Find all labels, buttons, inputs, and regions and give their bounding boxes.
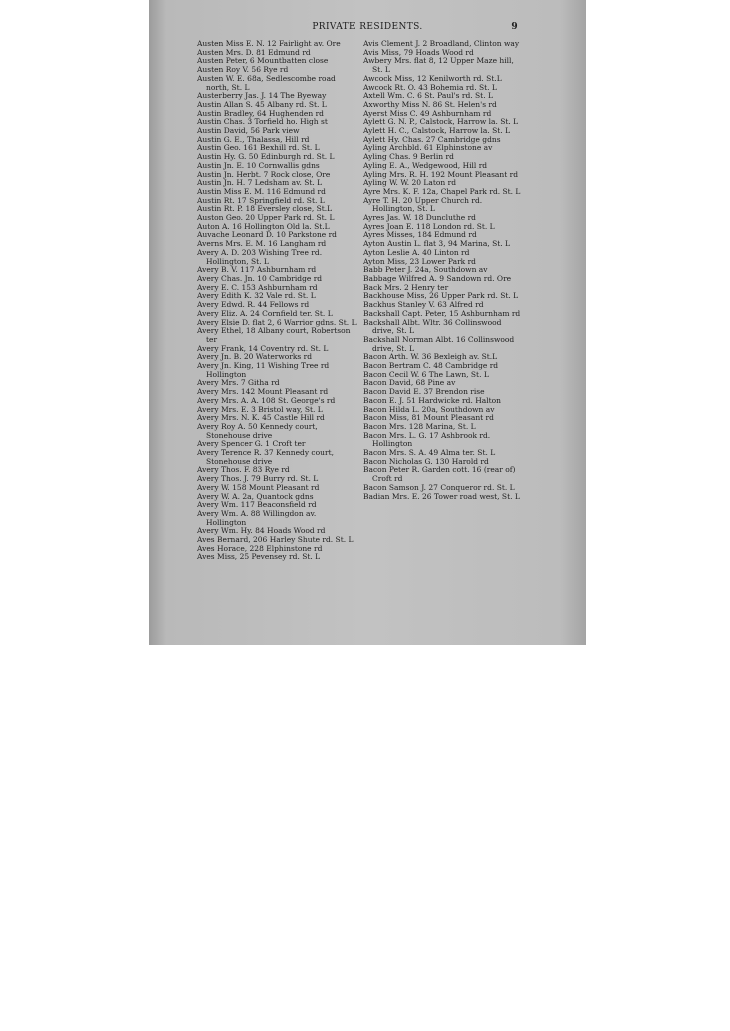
directory-entry: Austin David, 56 Park view xyxy=(197,126,300,136)
directory-entry: Ayling E. A., Wedgewood, Hill rd xyxy=(363,160,488,170)
directory-entry: Avery Mrs. E. 3 Bristol way, St. L xyxy=(197,404,323,414)
directory-entry: Austin Rt. P. 18 Eversley close, St.L xyxy=(197,204,333,214)
directory-entry: Austen Mrs. D. 81 Edmund rd xyxy=(197,47,311,57)
directory-entry: Austin Miss E. M. 116 Edmund rd xyxy=(197,186,326,196)
directory-entry: Avery Edwd. R. 44 Fellows rd xyxy=(197,300,310,310)
directory-entry: Bacon Peter R. Garden cott. 16 (rear of) Croft rd xyxy=(363,465,516,484)
directory-entry: Avery Elsie D. flat 2, 6 Warrior gdns. St. L xyxy=(197,317,357,327)
directory-entry: Austin Jn. Herbt. 7 Rock close, Ore xyxy=(197,169,331,179)
directory-entry: Avery W. 158 Mount Pleasant rd xyxy=(197,482,320,492)
directory-entry: Avis Miss, 79 Hoads Wood rd xyxy=(363,47,474,57)
directory-entry: Awbery Mrs. flat 8, 12 Upper Maze hill, St. L xyxy=(363,56,514,75)
directory-entry: Austen W. E. 68a, Sedlescombe road north, St. L xyxy=(197,73,336,92)
directory-entry: Avery Terence R. 37 Kennedy court, Stonehouse drive xyxy=(197,448,334,466)
directory-entry: Avery Mrs. A. A. 108 St. George's rd xyxy=(197,395,336,405)
directory-entry: Austin Allan S. 45 Albany rd. St. L xyxy=(197,99,327,109)
directory-entry: Ayre Mrs. K. F. 12a, Chapel Park rd. St. L xyxy=(363,186,521,196)
directory-entry: Aves Miss, 25 Pevensey rd. St. L xyxy=(197,552,321,562)
directory-entry: Bacon Arth. W. 36 Bexleigh av. St.L xyxy=(363,352,498,362)
directory-entry: Austin Bradley, 64 Hughenden rd xyxy=(197,108,324,118)
directory-entry: Badian Mrs. E. 26 Tower road west, St. L xyxy=(363,491,520,501)
directory-entry: Avery Thos. J. 79 Burry rd. St. L xyxy=(197,474,319,484)
directory-entry: Bacon Miss, 81 Mount Pleasant rd xyxy=(363,413,494,423)
page-header xyxy=(149,22,586,36)
directory-entry: Avery B. V. 117 Ashburnham rd xyxy=(197,265,317,275)
directory-entry: Ayling Chas. 9 Berlin rd xyxy=(363,152,454,162)
left-column xyxy=(197,40,357,562)
directory-entry: Bacon Mrs. 128 Marina, St. L xyxy=(363,421,476,431)
directory-entry: Bacon David, 68 Pine av xyxy=(363,378,456,388)
directory-entry: Avery Jn. King, 11 Wishing Tree rd Hollington xyxy=(197,361,330,379)
directory-entry: Bacon Mrs. L. G. 17 Ashbrook rd. Hollington xyxy=(363,430,491,449)
directory-entry: Avery Chas. Jn. 10 Cambridge rd xyxy=(197,273,323,283)
directory-entry: Backhus Stanley V. 63 Alfred rd xyxy=(363,300,484,310)
directory-entry: Aves Bernard, 206 Harley Shute rd. St. L xyxy=(197,535,354,545)
directory-entry: Avery Roy A. 50 Kennedy court, Stonehouse drive xyxy=(197,421,318,440)
directory-entry: Ayling Archbld. 61 Elphinstone av xyxy=(363,143,493,153)
directory-entry: Bacon E. J. 51 Hardwicke rd. Halton xyxy=(363,395,501,405)
directory-entry: Avery Wm. Hy. 84 Hoads Wood rd xyxy=(197,526,326,536)
directory-entry: Aylett H. C., Calstock, Harrow la. St. L xyxy=(363,126,511,136)
directory-entry: Austerberry Jas. J. 14 The Byeway xyxy=(197,91,327,101)
directory-entry: Avery Wm. A. 88 Willingdon av. Hollington xyxy=(197,508,317,527)
directory-entry: Awcock Miss, 12 Kenilworth rd. St.L xyxy=(363,73,502,83)
page-title: PRIVATE RESIDENTS. xyxy=(312,22,423,32)
directory-entry: Bacon Samson J. 27 Conqueror rd. St. L xyxy=(363,482,515,492)
directory-entry: Back Mrs. 2 Henry ter xyxy=(363,282,449,292)
directory-entry: Avery Wm. 117 Beaconsfield rd xyxy=(197,500,317,510)
directory-entry: Avery Thos. F. 83 Rye rd xyxy=(197,465,290,475)
directory-entry: Backshall Albt. Wltr. 36 Collinswood drive, St. L xyxy=(363,317,502,336)
directory-entry: Avery Frank, 14 Coventry rd. St. L xyxy=(197,343,329,353)
directory-entry: Axtell Wm. C. 6 St. Paul's rd. St. L xyxy=(363,91,493,101)
directory-entry: Austin Rt. 17 Springfield rd. St. L xyxy=(197,195,325,205)
directory-entry: Avery Eliz. A. 24 Cornfield ter. St. L xyxy=(197,308,333,318)
directory-entry: Bacon Cecil W. 6 The Lawn, St. L xyxy=(363,369,489,379)
directory-entry: Avis Clement J. 2 Broadland, Clinton way xyxy=(363,39,520,48)
directory-entry: Axworthy Miss N. 86 St. Helen's rd xyxy=(363,99,497,109)
directory-entry: Avery E. C. 153 Ashburnham rd xyxy=(197,282,318,292)
page-number: 9 xyxy=(511,22,518,32)
directory-entry: Avery Jn. B. 20 Waterworks rd xyxy=(197,352,313,362)
directory-entry: Aylett G. N. P., Calstock, Harrow la. St. L xyxy=(363,117,519,127)
directory-entry: Austen Miss E. N. 12 Fairlight av. Ore xyxy=(197,39,341,48)
directory-entry: Avery Edith K. 32 Vale rd. St. L xyxy=(197,291,316,301)
directory-entry: Avery Mrs. 142 Mount Pleasant rd xyxy=(197,387,329,397)
directory-entry: Auvache Leonard D. 10 Parkstone rd xyxy=(197,230,337,240)
directory-entry: Avery Spencer G. 1 Croft ter xyxy=(197,439,306,449)
directory-entry: Austin Geo. 161 Bexhill rd. St. L xyxy=(197,143,320,153)
directory-entry: Ayling Mrs. R. H. 192 Mount Pleasant rd xyxy=(363,169,519,179)
directory-entry: Ayton Leslie A. 40 Linton rd xyxy=(363,247,470,257)
directory-entry: Austin Hy. G. 50 Edinburgh rd. St. L xyxy=(197,152,335,162)
directory-entry: Ayres Misses, 184 Edmund rd xyxy=(363,230,477,240)
directory-entry: Babbage Wilfred A. 9 Sandown rd. Ore xyxy=(363,273,512,283)
directory-entry: Avery A. D. 203 Wishing Tree rd. Hollington, St. L xyxy=(197,247,323,266)
directory-entry: Austen Roy V. 56 Rye rd xyxy=(197,65,289,75)
directory-entry: Ayling W. W. 20 Laton rd xyxy=(363,178,457,188)
directory-entry: Babb Peter J. 24a, Southdown av xyxy=(363,265,488,275)
right-column xyxy=(363,40,523,501)
directory-entry: Austin Jn. H. 7 Ledsham av. St. L xyxy=(197,178,323,188)
directory-entry: Ayerst Miss C. 49 Ashburnham rd xyxy=(363,108,492,118)
directory-entry: Aves Horace, 228 Elphinstone rd xyxy=(197,543,323,553)
directory-entry: Auton A. 16 Hollington Old la. St.L xyxy=(197,221,330,231)
directory-entry: Austin Jn. E. 10 Cornwallis gdns xyxy=(197,160,320,170)
directory-entry: Bacon Hilda L. 20a, Southdown av xyxy=(363,404,495,414)
directory-entry: Auston Geo. 20 Upper Park rd. St. L xyxy=(197,213,335,223)
directory-entry: Bacon Nicholas G. 130 Harold rd xyxy=(363,456,489,466)
directory-entry: Ayres Jas. W. 18 Duncluthe rd xyxy=(363,213,476,223)
directory-entry: Backshall Capt. Peter, 15 Ashburnham rd xyxy=(363,308,521,318)
directory-entry: Ayton Miss, 23 Lower Park rd xyxy=(363,256,476,266)
directory-entry: Avery Mrs. 7 Githa rd xyxy=(197,378,280,388)
directory-entry: Backshall Norman Albt. 16 Collinswood drive, St. L xyxy=(363,334,515,353)
directory-entry: Bacon Mrs. S. A. 49 Alma ter. St. L xyxy=(363,448,496,458)
directory-entry: Averns Mrs. E. M. 16 Langham rd xyxy=(197,239,327,249)
directory-entry: Avery W. A. 2a, Quantock gdns xyxy=(197,491,314,501)
directory-entry: Backhouse Miss, 26 Upper Park rd. St. L xyxy=(363,291,519,301)
directory-entry: Bacon Bertram C. 48 Cambridge rd xyxy=(363,361,499,371)
directory-entry: Awcock Rt. O. 43 Bohemia rd. St. L xyxy=(363,82,497,92)
directory-entry: Bacon David E. 37 Brendon rise xyxy=(363,387,485,397)
directory-entry: Avery Ethel, 18 Albany court, Robertson ter xyxy=(197,326,351,344)
directory-entry: Avery Mrs. N. K. 45 Castle Hill rd xyxy=(197,413,325,423)
directory-entry: Aylett Hy. Chas. 27 Cambridge gdns xyxy=(363,134,501,144)
directory-entry: Ayre T. H. 20 Upper Church rd. Hollington, St. L xyxy=(363,195,483,214)
directory-entry: Austin Chas. 3 Torfield ho. High st xyxy=(197,117,328,127)
directory-entry: Ayres Joan E. 118 London rd. St. L xyxy=(363,221,495,231)
directory-entry: Ayton Austin L. flat 3, 94 Marina, St. L xyxy=(363,239,511,249)
directory-entry: Austen Peter, 6 Mountbatten close xyxy=(197,56,329,66)
directory-page xyxy=(149,0,586,645)
directory-entry: Austin G. E., Thalassa, Hill rd xyxy=(197,134,310,144)
